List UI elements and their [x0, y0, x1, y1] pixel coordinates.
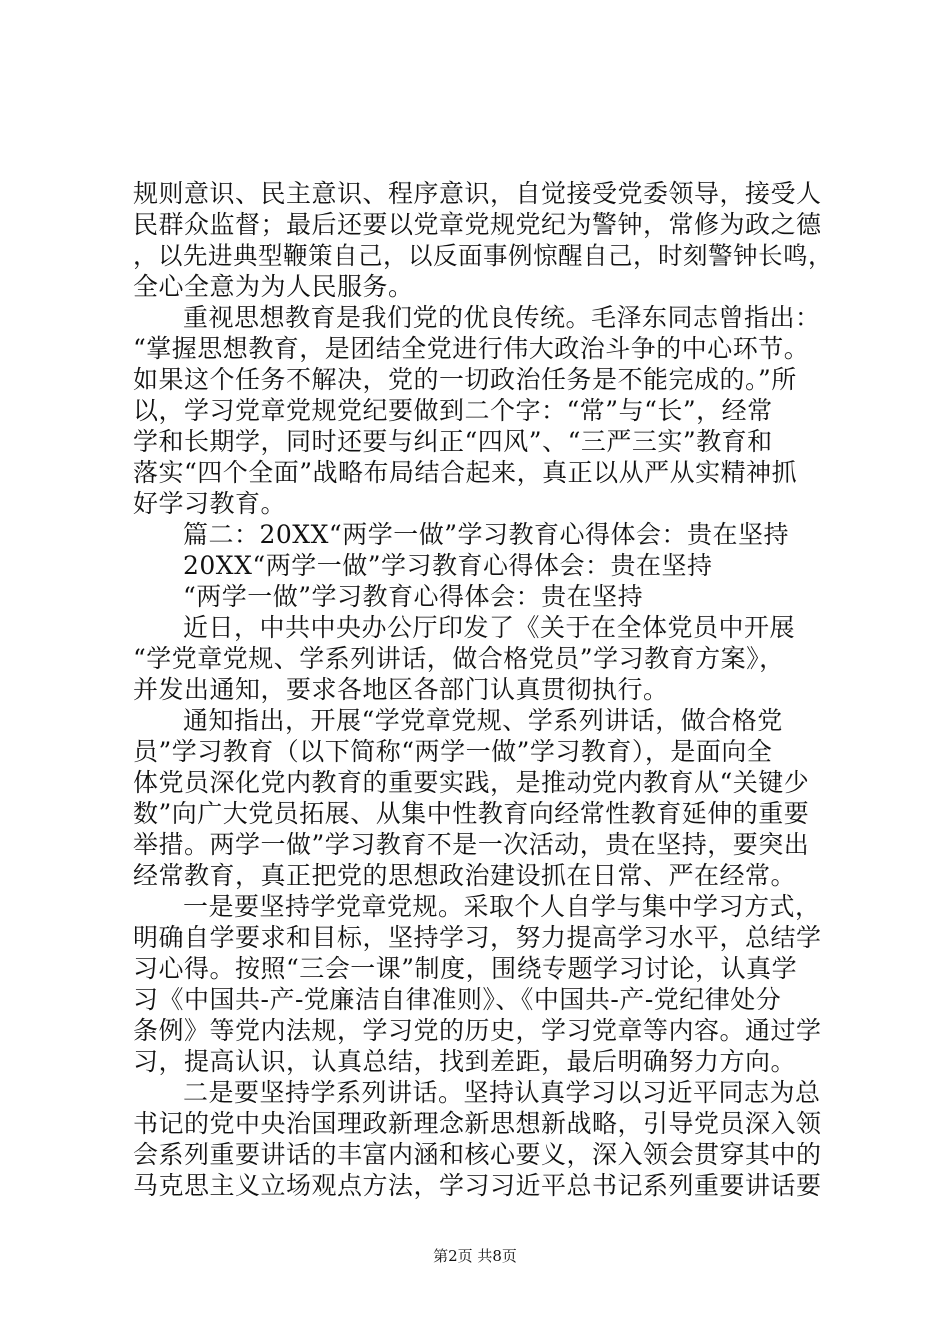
text-line: “学党章党规、学系列讲话，做合格党员”学习教育方案》， — [133, 644, 785, 673]
text-line: 明确自学要求和目标，坚持学习，努力提高学习水平，总结学 — [133, 923, 822, 952]
text-line: 习，提高认识，认真总结，找到差距，最后明确努力方向。 — [133, 1047, 797, 1076]
text-line: 二是要坚持学系列讲话。坚持认真学习以习近平同志为总 — [183, 1078, 821, 1107]
text-line: “掌握思想教育，是团结全党进行伟大政治斗争的中心环节。 — [133, 334, 810, 363]
text-line: 举措。两学一做”学习教育不是一次活动，贵在坚持，要突出 — [133, 830, 810, 859]
text-line: 会系列重要讲话的丰富内涵和核心要义，深入领会贯穿其中的 — [133, 1140, 822, 1169]
document-body — [133, 178, 833, 1201]
text-line: 体党员深化党内教育的重要实践，是推动党内教育从“关键少 — [133, 768, 810, 797]
text-line: 规则意识、民主意识、程序意识，自觉接受党委领导，接受人 — [133, 179, 822, 208]
text-line: 重视思想教育是我们党的优良传统。毛泽东同志曾指出： — [183, 303, 821, 332]
text-line: 20XX“两学一做”学习教育心得体会：贵在坚持 — [183, 551, 713, 580]
text-line: 书记的党中央治国理政新理念新思想新战略，引导党员深入领 — [133, 1109, 822, 1138]
text-line: 并发出通知，要求各地区各部门认真贯彻执行。 — [133, 675, 669, 704]
text-line: 通知指出，开展“学党章党规、学系列讲话，做合格党 — [183, 706, 783, 735]
text-line: 数”向广大党员拓展、从集中性教育向经常性教育延伸的重要 — [133, 799, 810, 828]
page-footer: 第2页 共8页 — [433, 1247, 517, 1265]
text-line: 习《中国共-产-党廉洁自律准则》、《中国共-产-党纪律处分 — [133, 985, 782, 1014]
text-line: 学和长期学，同时还要与纠正“四风”、“三严三实”教育和 — [133, 427, 773, 456]
text-line: 习心得。按照“三会一课”制度，围绕专题学习讨论，认真学 — [133, 954, 798, 983]
text-line: 民群众监督；最后还要以党章党规党纪为警钟，常修为政之德 — [133, 210, 822, 239]
text-line: 全心全意为为人民服务。 — [133, 272, 414, 301]
text-line: ，以先进典型鞭策自己，以反面事例惊醒自己，时刻警钟长鸣， — [133, 241, 833, 270]
text-line: 篇二：20XX“两学一做”学习教育心得体会：贵在坚持 — [183, 520, 789, 549]
text-line: 员”学习教育（以下简称“两学一做”学习教育），是面向全 — [133, 737, 773, 766]
text-line: “两学一做”学习教育心得体会：贵在坚持 — [183, 582, 644, 611]
text-line: 落实“四个全面”战略布局结合起来，真正以从严从实精神抓 — [133, 458, 798, 487]
text-line: 一是要坚持学党章党规。采取个人自学与集中学习方式， — [183, 892, 821, 921]
text-line: 近日，中共中央办公厅印发了《关于在全体党员中开展 — [183, 613, 796, 642]
text-line: 马克思主义立场观点方法，学习习近平总书记系列重要讲话要 — [133, 1171, 822, 1200]
text-line: 条例》等党内法规，学习党的历史，学习党章等内容。通过学 — [133, 1016, 822, 1045]
text-line: 如果这个任务不解决，党的一切政治任务是不能完成的。”所 — [133, 365, 797, 394]
text-line: 好学习教育。 — [133, 489, 287, 518]
text-line: 以，学习党章党规党纪要做到二个字：“常”与“长”，经常 — [133, 396, 773, 425]
text-line: 经常教育，真正把党的思想政治建设抓在日常、严在经常。 — [133, 861, 797, 890]
